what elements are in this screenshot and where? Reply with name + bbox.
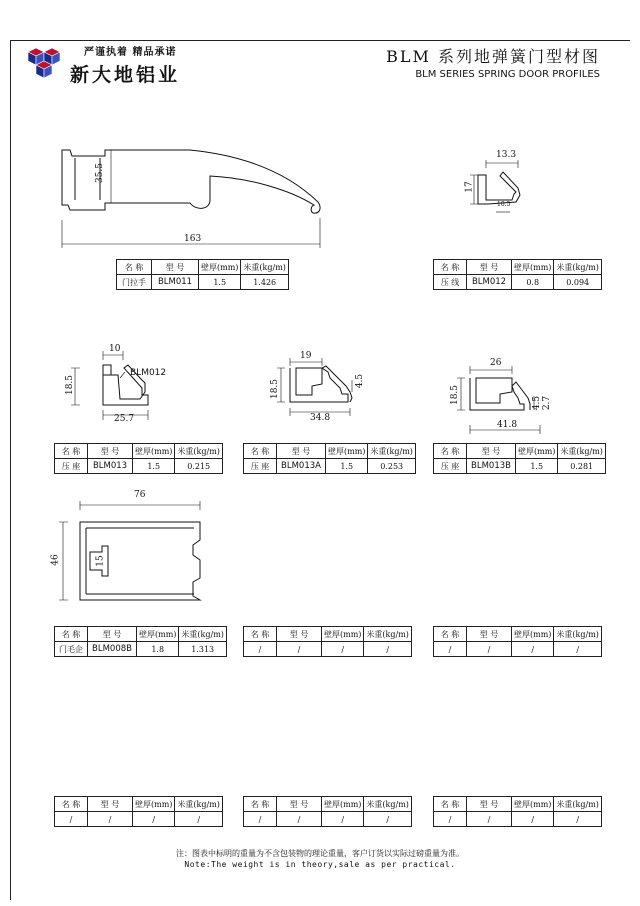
cell-weight: 1.313 bbox=[179, 642, 227, 657]
header-weight: 米重(kg/m) bbox=[364, 797, 412, 812]
header-name: 名 称 bbox=[244, 627, 277, 642]
header-thickness: 壁厚(mm) bbox=[137, 627, 179, 642]
cell-name: 压 座 bbox=[244, 459, 277, 474]
cell-empty: / bbox=[364, 642, 412, 657]
dim-blm011-width: 163 bbox=[184, 234, 202, 244]
profile-blm013a-drawing bbox=[277, 358, 352, 416]
header-name: 名 称 bbox=[434, 444, 467, 459]
cell-empty: / bbox=[55, 812, 88, 827]
cell-thickness: 1.5 bbox=[326, 459, 368, 474]
header-thickness: 壁厚(mm) bbox=[512, 260, 554, 275]
header-weight: 米重(kg/m) bbox=[368, 444, 416, 459]
header-name: 名 称 bbox=[117, 260, 152, 275]
header-name: 名 称 bbox=[434, 797, 467, 812]
cell-empty: / bbox=[277, 642, 322, 657]
header-weight: 米重(kg/m) bbox=[364, 627, 412, 642]
cell-name: 压 线 bbox=[434, 275, 467, 290]
header-model: 型 号 bbox=[467, 627, 512, 642]
cell-name: 压 座 bbox=[55, 459, 88, 474]
header-weight: 米重(kg/m) bbox=[558, 444, 606, 459]
header-thickness: 壁厚(mm) bbox=[322, 797, 364, 812]
cell-name: 门毛企 bbox=[55, 642, 88, 657]
cell-empty: / bbox=[554, 642, 602, 657]
dim-blm013b-side: 4.5 bbox=[532, 395, 543, 411]
header-name: 名 称 bbox=[55, 627, 88, 642]
cell-thickness: 0.8 bbox=[512, 275, 554, 290]
header-model: 型 号 bbox=[467, 260, 512, 275]
dim-blm013-top: 10 bbox=[109, 344, 121, 354]
header-model: 型 号 bbox=[467, 797, 512, 812]
cell-empty: / bbox=[244, 812, 277, 827]
spec-table-blm013b bbox=[433, 443, 606, 474]
header-weight: 米重(kg/m) bbox=[554, 260, 602, 275]
header-thickness: 壁厚(mm) bbox=[512, 627, 554, 642]
header-weight: 米重(kg/m) bbox=[554, 627, 602, 642]
header-weight: 米重(kg/m) bbox=[175, 797, 223, 812]
dim-blm013b-top: 26 bbox=[490, 358, 502, 368]
cell-model: BLM013A bbox=[277, 459, 326, 474]
header-name: 名 称 bbox=[55, 797, 88, 812]
header-model: 型 号 bbox=[88, 444, 133, 459]
header-thickness: 壁厚(mm) bbox=[512, 797, 554, 812]
spec-table-empty bbox=[54, 796, 223, 827]
header-weight: 米重(kg/m) bbox=[241, 260, 289, 275]
header-thickness: 壁厚(mm) bbox=[322, 627, 364, 642]
dim-blm013a-side: 4.5 bbox=[355, 373, 366, 389]
cell-empty: / bbox=[467, 812, 512, 827]
cell-thickness: 1.5 bbox=[133, 459, 175, 474]
cell-empty: / bbox=[434, 642, 467, 657]
header-model: 型 号 bbox=[467, 444, 516, 459]
cell-model: BLM013B bbox=[467, 459, 516, 474]
cell-empty: / bbox=[244, 642, 277, 657]
dim-blm012-height: 17 bbox=[464, 181, 475, 193]
header-weight: 米重(kg/m) bbox=[554, 797, 602, 812]
cell-empty: / bbox=[88, 812, 133, 827]
header-thickness: 壁厚(mm) bbox=[326, 444, 368, 459]
cell-weight: 0.094 bbox=[554, 275, 602, 290]
profile-blm013-drawing bbox=[71, 351, 148, 420]
dim-blm012-width: 13.3 bbox=[496, 150, 517, 160]
spec-table-blm012 bbox=[433, 259, 602, 290]
page-title: BLM 系列地弹簧门型材图 bbox=[386, 47, 600, 66]
footer-note-en: Note:The weight is in theory,sale as per practical. bbox=[184, 860, 456, 869]
spec-table-blm011 bbox=[116, 259, 289, 290]
cell-name: 门拉手 bbox=[117, 275, 152, 290]
cell-name: 压 座 bbox=[434, 459, 467, 474]
cell-thickness: 1.5 bbox=[516, 459, 558, 474]
header-weight: 米重(kg/m) bbox=[179, 627, 227, 642]
dim-blm013a-width: 34.8 bbox=[310, 413, 331, 423]
header-model: 型 号 bbox=[277, 797, 322, 812]
footer-note-cn: 注：图表中标明的重量为不含包装物的理论重量，客户订货以实际过磅重量为准。 bbox=[176, 849, 464, 858]
dim-blm013b-side2: 2.7 bbox=[542, 395, 553, 411]
header-name: 名 称 bbox=[55, 444, 88, 459]
dim-blm013a-top: 19 bbox=[300, 351, 312, 361]
cell-empty: / bbox=[467, 642, 512, 657]
cell-empty: / bbox=[322, 812, 364, 827]
header-thickness: 壁厚(mm) bbox=[133, 797, 175, 812]
cell-weight: 0.215 bbox=[175, 459, 223, 474]
spec-table-empty bbox=[243, 796, 412, 827]
cell-weight: 0.281 bbox=[558, 459, 606, 474]
profile-blm008b-drawing bbox=[59, 501, 200, 600]
cell-model: BLM013 bbox=[88, 459, 133, 474]
slogan: 严谨执着 精品承诺 bbox=[84, 47, 177, 58]
header-name: 名 称 bbox=[244, 797, 277, 812]
header-thickness: 壁厚(mm) bbox=[516, 444, 558, 459]
cell-empty: / bbox=[133, 812, 175, 827]
header-thickness: 壁厚(mm) bbox=[133, 444, 175, 459]
dim-blm008b-width: 76 bbox=[134, 490, 146, 500]
dim-blm008b-slot: 15 bbox=[95, 555, 106, 567]
dim-blm013b-height: 18.5 bbox=[450, 384, 461, 406]
cell-thickness: 1.8 bbox=[137, 642, 179, 657]
cell-empty: / bbox=[512, 812, 554, 827]
header-thickness: 壁厚(mm) bbox=[199, 260, 241, 275]
header-model: 型 号 bbox=[152, 260, 199, 275]
cell-empty: / bbox=[434, 812, 467, 827]
cell-weight: 0.253 bbox=[368, 459, 416, 474]
header-model: 型 号 bbox=[88, 797, 133, 812]
header-weight: 米重(kg/m) bbox=[175, 444, 223, 459]
header-model: 型 号 bbox=[88, 627, 137, 642]
dim-blm013-callout: BLM012 bbox=[130, 368, 167, 378]
dim-blm013-width: 25.7 bbox=[114, 414, 135, 424]
spec-table-blm008b bbox=[54, 626, 227, 657]
dim-blm013-height: 18.5 bbox=[65, 374, 76, 396]
header-name: 名 称 bbox=[434, 627, 467, 642]
spec-table-empty bbox=[243, 626, 412, 657]
spec-table-empty bbox=[433, 796, 602, 827]
header-name: 名 称 bbox=[434, 260, 467, 275]
dim-blm008b-height: 46 bbox=[50, 554, 61, 566]
cell-empty: / bbox=[364, 812, 412, 827]
cell-model: BLM012 bbox=[467, 275, 512, 290]
header-model: 型 号 bbox=[277, 444, 326, 459]
cell-weight: 1.426 bbox=[241, 275, 289, 290]
dim-blm013a-height: 18.5 bbox=[270, 378, 281, 400]
spec-table-blm013 bbox=[54, 443, 223, 474]
cell-model: BLM008B bbox=[88, 642, 137, 657]
header-name: 名 称 bbox=[244, 444, 277, 459]
cell-empty: / bbox=[554, 812, 602, 827]
page-title-en: BLM SERIES SPRING DOOR PROFILES bbox=[415, 69, 600, 80]
dim-blm012-lip: 10.5 bbox=[497, 201, 511, 208]
spec-table-blm013a bbox=[243, 443, 416, 474]
profile-blm012-drawing bbox=[470, 160, 520, 212]
spec-table-empty bbox=[433, 626, 602, 657]
header-model: 型 号 bbox=[277, 627, 322, 642]
cell-empty: / bbox=[277, 812, 322, 827]
dim-blm011-height: 35.5 bbox=[95, 162, 106, 184]
dim-blm013b-width: 41.8 bbox=[497, 420, 518, 430]
cell-empty: / bbox=[512, 642, 554, 657]
cell-model: BLM011 bbox=[152, 275, 199, 290]
cell-empty: / bbox=[175, 812, 223, 827]
cell-thickness: 1.5 bbox=[199, 275, 241, 290]
company-name: 新大地铝业 bbox=[70, 64, 181, 86]
cell-empty: / bbox=[322, 642, 364, 657]
